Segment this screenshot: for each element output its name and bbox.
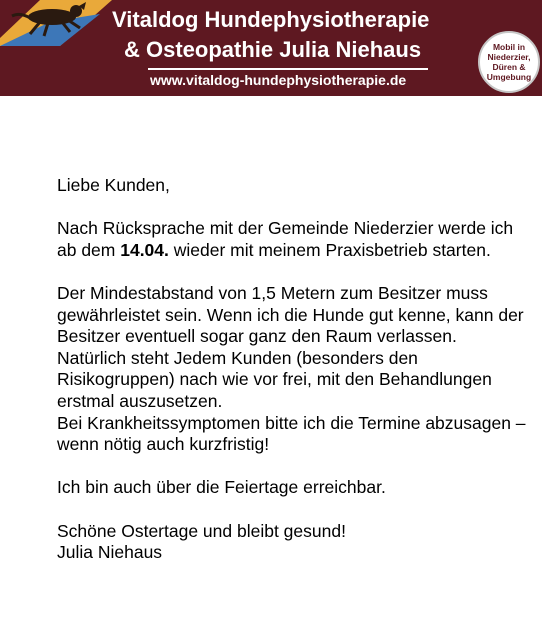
mobile-service-badge: [478, 31, 540, 93]
badge-line-3: Düren &: [492, 62, 526, 72]
header-divider: [148, 68, 428, 70]
letter-signature: Julia Niehaus: [57, 542, 163, 563]
letter-closing: Schöne Ostertage und bleibt gesund!: [57, 520, 346, 541]
header-banner: [0, 0, 542, 96]
letter-paragraph-symptoms: Bei Krankheitssymptomen bitte ich die Termine abzusagen – wenn nötig auch kurzfristig!: [57, 412, 526, 455]
letter-greeting: Liebe Kunden,: [57, 175, 170, 195]
restart-text-before: Nach Rücksprache mit der Gemeinde Niederzier werde ich ab dem: [57, 218, 514, 260]
letter-body: [57, 175, 527, 564]
header-title-line-2: & Osteopathie Julia Niehaus: [124, 37, 422, 62]
header-title-line-1: Vitaldog Hundephysiotherapie: [112, 7, 430, 32]
letter-paragraph-risk-groups: Natürlich steht Jedem Kunden (besonders den Risikogruppen) nach wie vor frei, mit den Behandlungen erstmal auszusetzen.: [57, 347, 492, 411]
badge-line-1: Mobil in: [492, 42, 526, 52]
restart-text-after: wieder mit meinem Praxisbetrieb starten.: [168, 239, 491, 260]
badge-line-2: Niederzier,: [487, 52, 531, 62]
badge-line-4: Umgebung: [486, 72, 532, 82]
letter-paragraph-holidays: Ich bin auch über die Feiertage erreichbar.: [57, 477, 386, 498]
letter-paragraph-distance: Der Mindestabstand von 1,5 Metern zum Besitzer muss gewährleistet sein. Wenn ich die Hunde gut kenne, kann der Besitzer eventuell sogar ganz den Raum verlassen.: [57, 282, 524, 347]
letter-paragraph-restart: [57, 218, 527, 261]
restart-date: 14.04.: [120, 239, 169, 260]
dog-running-logo-icon: [0, 0, 112, 46]
website-link[interactable]: www.vitaldog-hundephysiotherapie.de: [150, 72, 407, 88]
